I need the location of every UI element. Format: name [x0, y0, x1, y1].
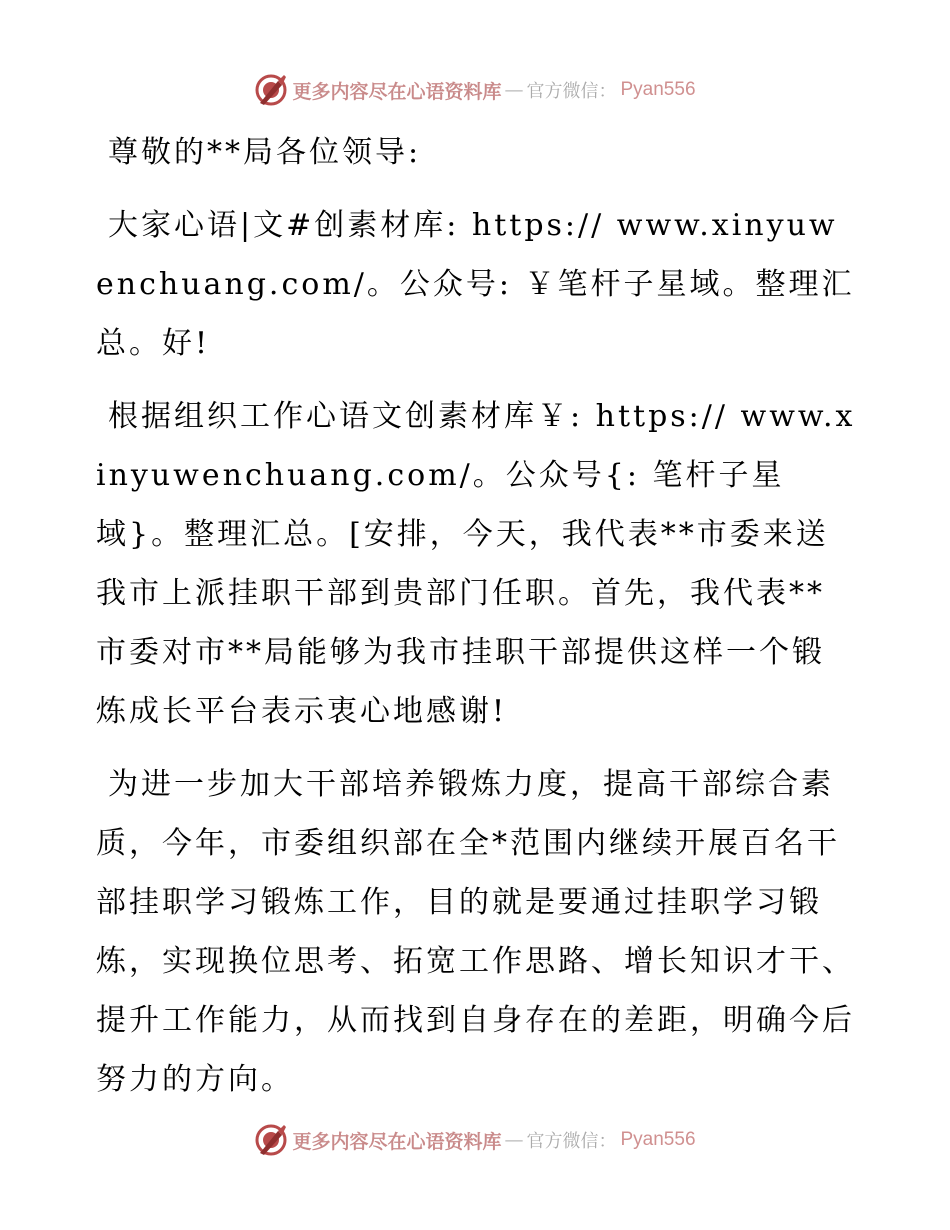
document-body: [96, 123, 856, 1123]
footer-banner: [0, 1118, 950, 1162]
header-separator: —: [504, 79, 524, 101]
paragraph-greeting: 大家心语|文#创素材库: https:// www.xinyuwenchuang.com/。公众号: ￥笔杆子星域。整理汇总。好!: [96, 208, 855, 361]
pen-logo-icon: [254, 1123, 288, 1157]
paragraph-intro: 根据组织工作心语文创素材库￥: https:// www.xinyuwenchuang.com/。公众号{: 笔杆子星域}。整理汇总。[安排，今天，我代表**市委来送我市上派挂职干部到贵部门任职。首先，我代表**市委对市**局能够为我市挂职干部提供这样一个锻炼成长平台表示衷心地感谢!: [96, 399, 856, 729]
footer-separator: —: [504, 1129, 524, 1151]
paragraph-purpose: 为进一步加大干部培养锻炼力度，提高干部综合素质，今年，市委组织部在全*范围内继续开展百名干部挂职学习锻炼工作，目的就是要通过挂职学习锻炼，实现换位思考、拓宽工作思路、增长知识才干、提升工作能力，从而找到自身存在的差距，明确今后努力的方向。: [96, 767, 855, 1097]
pen-logo-icon: [254, 73, 288, 107]
footer-wechat-label: 官方微信：: [526, 1131, 617, 1152]
footer-wechat-id: Pyan556: [620, 1129, 696, 1150]
header-banner: [0, 68, 950, 112]
header-wechat-id: Pyan556: [620, 79, 696, 100]
footer-brand-text: 更多内容尽在心语资料库: [292, 1130, 502, 1153]
header-wechat-label: 官方微信：: [526, 81, 617, 102]
salutation: 尊敬的**局各位领导:: [108, 135, 422, 170]
header-brand-text: 更多内容尽在心语资料库: [292, 80, 502, 103]
